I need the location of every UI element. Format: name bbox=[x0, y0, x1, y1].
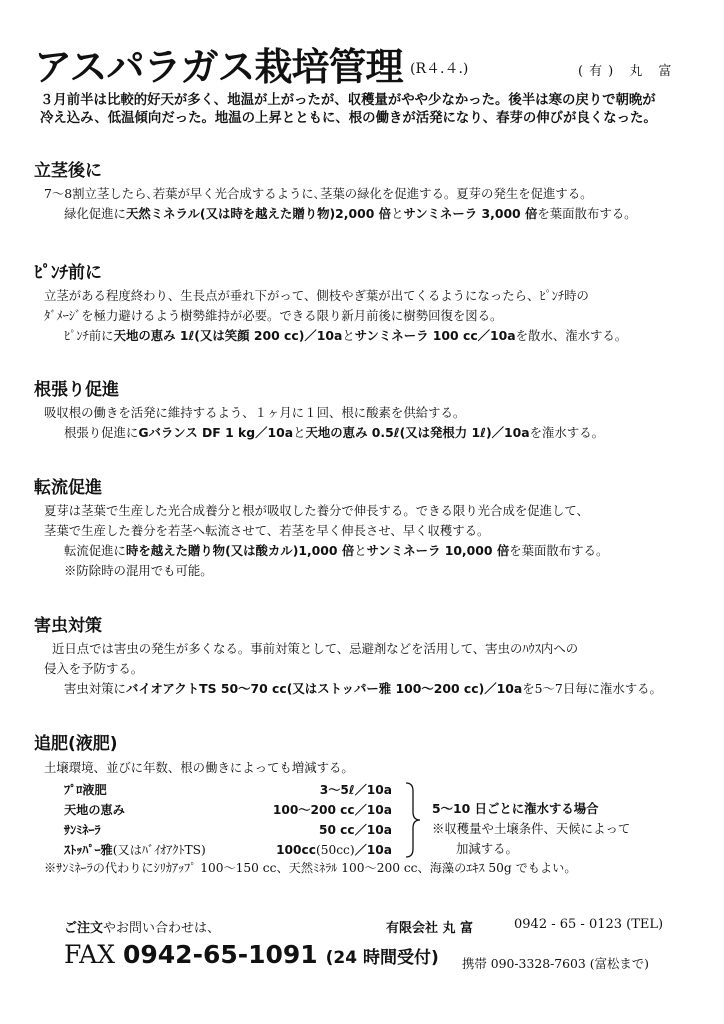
application-interval: 5〜10 日ごとに潅水する場合 bbox=[432, 801, 599, 816]
product-highlight: サンミネーラ 100 cc／10a bbox=[354, 328, 516, 343]
body-line: 夏芽は茎葉で生産した光合成養分と根が吸収した養分で伸長する。できる限り光合成を促進して、 bbox=[44, 503, 589, 518]
body-line: 吸収根の働きを活発に維持するよう、１ヶ月に１回、根に酸素を供給する。 bbox=[44, 405, 466, 420]
product-highlight: 天然ミネラル(又は時を越えた贈り物)2,000 倍 bbox=[125, 206, 392, 221]
fertilizer-name: ｻﾝﾐﾈｰﾗ bbox=[64, 823, 101, 837]
product-highlight: 天地の恵み 0.5ℓ(又は発根力 1ℓ)／10a bbox=[305, 425, 530, 440]
section-heading-after-standing: 立茎後に bbox=[34, 161, 102, 181]
body-line: 転流促進に時を越えた贈り物(又は酸カル)1,000 倍とサンミネーラ 10,000 倍を葉面散布する。 bbox=[64, 543, 609, 558]
fertilizer-amount: 3〜5ℓ／10a bbox=[319, 783, 392, 797]
section-heading-translocation: 転流促進 bbox=[34, 478, 102, 498]
section-heading-root-growth: 根張り促進 bbox=[34, 380, 119, 400]
section-body-before-pinch bbox=[44, 286, 699, 346]
body-line: 根張り促進にGバランス DF 1 kg／10aと天地の恵み 0.5ℓ(又は発根力 1ℓ)／10aを潅水する。 bbox=[64, 425, 604, 440]
fertilizer-name: ﾌﾟﾛ液肥 bbox=[64, 783, 107, 797]
fertilizer-name: 天地の恵み bbox=[64, 803, 125, 817]
application-remark: 加減する。 bbox=[456, 841, 518, 856]
section-body-top-dressing bbox=[44, 758, 699, 778]
body-line: 緑化促進に天然ミネラル(又は時を越えた贈り物)2,000 倍とサンミネーラ 3,000 倍を葉面散布する。 bbox=[64, 206, 637, 221]
body-line: 侵入を予防する。 bbox=[44, 661, 144, 676]
section-body-after-standing bbox=[44, 184, 699, 224]
company-name-header: (有) 丸 富 bbox=[578, 64, 678, 79]
right-brace bbox=[404, 781, 424, 859]
product-highlight: サンミネーラ 3,000 倍 bbox=[403, 206, 538, 221]
intro-text bbox=[40, 92, 700, 128]
page-title: アスパラガス栽培管理 bbox=[34, 45, 403, 89]
fertilizer-name: ｽﾄｯﾊﾟｰ雅(又はﾊﾞｲｵｱｸﾄTS) bbox=[64, 843, 206, 857]
fertilizer-amount: 100〜200 cc／10a bbox=[272, 803, 392, 817]
mobile-number: 携帯 090-3328-7603 (富松まで) bbox=[462, 956, 649, 971]
product-highlight: バイオアクトTS 50〜70 cc(又はストッパー雅 100〜200 cc)／10a bbox=[125, 681, 523, 696]
body-line: 害虫対策にバイオアクトTS 50〜70 cc(又はストッパー雅 100〜200 cc)／10aを5〜7日毎に潅水する。 bbox=[64, 681, 662, 696]
body-line: 7〜8割立茎したら､若葉が早く光合成するように､茎葉の緑化を促進する。夏芽の発生を促進する。 bbox=[44, 186, 593, 201]
product-highlight: 時を越えた贈り物(又は酸カル)1,000 倍 bbox=[125, 543, 355, 558]
section-body-root-growth bbox=[44, 403, 699, 443]
company-name-footer: 有限会社 丸 富 bbox=[386, 921, 474, 936]
fertilizer-amount: 100cc(50cc)／10a bbox=[276, 843, 392, 857]
fax-number: 0942-65-1091 bbox=[122, 940, 318, 969]
fertilizer-row bbox=[64, 801, 404, 821]
fax-label: FAX bbox=[64, 940, 116, 969]
body-line: ※防除時の混用でも可能。 bbox=[64, 563, 213, 578]
product-highlight: Gバランス DF 1 kg／10a bbox=[138, 425, 294, 440]
fertilizer-substitute-note: ※ｻﾝﾐﾈｰﾗの代わりにｼﾘｶｱｯﾌﾟ 100〜150 cc、天然ﾐﾈﾗﾙ 100〜200 cc、海藻のｴｷｽ 50g でもよい。 bbox=[44, 861, 577, 875]
section-heading-pest-control: 害虫対策 bbox=[34, 616, 102, 636]
body-line: 立茎がある程度終わり、生長点が垂れ下がって、側枝やぎ葉が出てくるようになったら、ﾋﾟﾝﾁ時の bbox=[44, 288, 589, 303]
fertilizer-table bbox=[64, 781, 404, 861]
product-highlight: サンミネーラ 10,000 倍 bbox=[366, 543, 510, 558]
application-remark: ※収穫量や土壌条件、天候によって bbox=[432, 821, 631, 836]
section-body-pest-control bbox=[44, 639, 699, 699]
body-line: 土壌環境、並びに年数、根の働きによっても増減する。 bbox=[44, 760, 354, 775]
fertilizer-row bbox=[64, 821, 404, 841]
intro-line: ３月前半は比較的好天が多く、地温が上がったが、収穫量がやや少なかった。後半は寒の戻りで朝晩が bbox=[40, 93, 656, 108]
fax-line bbox=[64, 940, 439, 969]
fertilizer-row bbox=[64, 841, 404, 861]
fertilizer-row bbox=[64, 781, 404, 801]
intro-line: 冷え込み、低温傾向だった。地温の上昇とともに、根の働きが活発になり、春芽の伸びが良くなった。 bbox=[40, 111, 657, 126]
body-line: ﾋﾟﾝﾁ前に天地の恵み 1ℓ(又は笑顔 200 cc)／10aとサンミネーラ 100 cc／10aを散水、潅水する。 bbox=[64, 328, 628, 343]
phone-number: 0942 - 65 - 0123 (TEL) bbox=[514, 917, 664, 932]
body-line: 茎葉で生産した養分を若茎へ転流させて、若茎を早く伸長させ、早く収穫する。 bbox=[44, 523, 490, 538]
fax-hours: (24 時間受付) bbox=[325, 948, 439, 968]
body-line: ﾀﾞﾒｰｼﾞを極力避けるよう樹勢維持が必要。できる限り新月前後に樹勢回復を図る。 bbox=[44, 308, 503, 323]
fertilizer-amount: 50 cc／10a bbox=[318, 823, 392, 837]
product-highlight: 天地の恵み 1ℓ(又は笑顔 200 cc)／10a bbox=[113, 328, 343, 343]
section-heading-top-dressing: 追肥(液肥) bbox=[34, 734, 118, 754]
title-date: (R４.４.) bbox=[410, 61, 469, 77]
body-line: 近日点では害虫の発生が多くなる。事前対策として、忌避剤などを活用して、害虫のﾊｳｽ内への bbox=[52, 641, 579, 656]
inquiry-text: ご注文やお問い合わせは、 bbox=[64, 921, 221, 936]
section-body-translocation bbox=[44, 501, 699, 581]
section-heading-before-pinch: ﾋﾟﾝﾁ前に bbox=[34, 263, 102, 283]
fertilizer-application-note bbox=[432, 799, 630, 859]
